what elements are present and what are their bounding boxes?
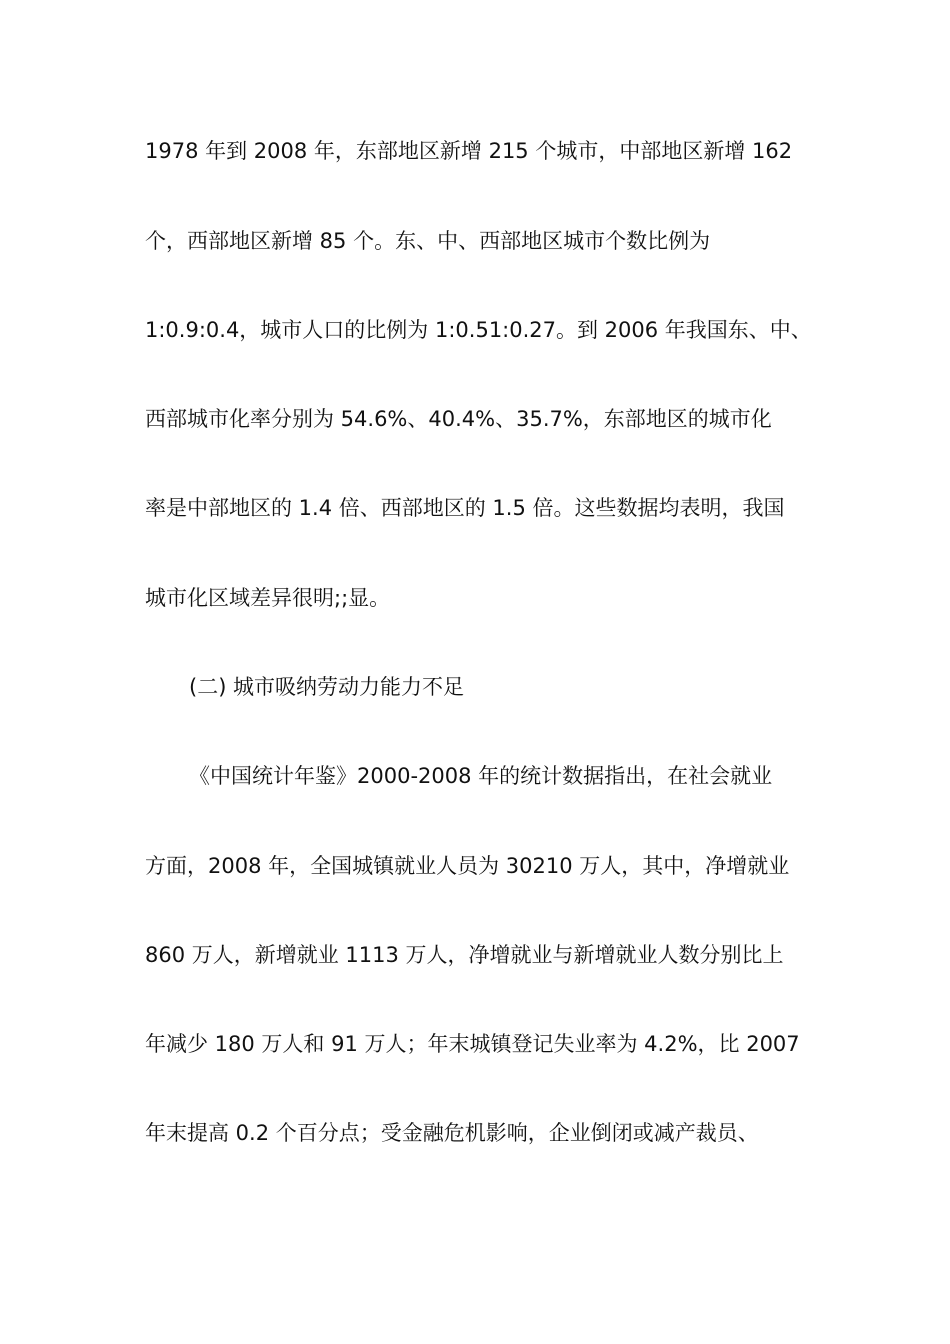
text-line: 城市化区域差异很明;;显。 <box>145 586 391 610</box>
text-line: 1978 年到 2008 年，东部地区新增 215 个城市，中部地区新增 162 <box>145 139 793 163</box>
text-line: 860 万人，新增就业 1113 万人，净增就业与新增就业人数分别比上 <box>145 943 784 967</box>
text-line: 1:0.9:0.4，城市人口的比例为 1:0.51:0.27。到 2006 年我国东、中、 <box>145 318 812 342</box>
text-line: 年末提高 0.2 个百分点；受金融危机影响，企业倒闭或减产裁员、 <box>145 1121 759 1145</box>
text-line: 年减少 180 万人和 91 万人；年末城镇登记失业率为 4.2%，比 2007 <box>145 1032 800 1056</box>
text-line: 方面，2008 年，全国城镇就业人员为 30210 万人，其中，净增就业 <box>145 854 790 878</box>
section-heading: (二) 城市吸纳劳动力能力不足 <box>189 675 465 699</box>
text-line: 个，西部地区新增 85 个。东、中、西部地区城市个数比例为 <box>145 229 711 253</box>
paragraph-first-line: 《中国统计年鉴》2000-2008 年的统计数据指出，在社会就业 <box>189 764 773 788</box>
text-line: 率是中部地区的 1.4 倍、西部地区的 1.5 倍。这些数据均表明，我国 <box>145 496 785 520</box>
text-line: 西部城市化率分别为 54.6%、40.4%、35.7%，东部地区的城市化 <box>145 407 772 431</box>
